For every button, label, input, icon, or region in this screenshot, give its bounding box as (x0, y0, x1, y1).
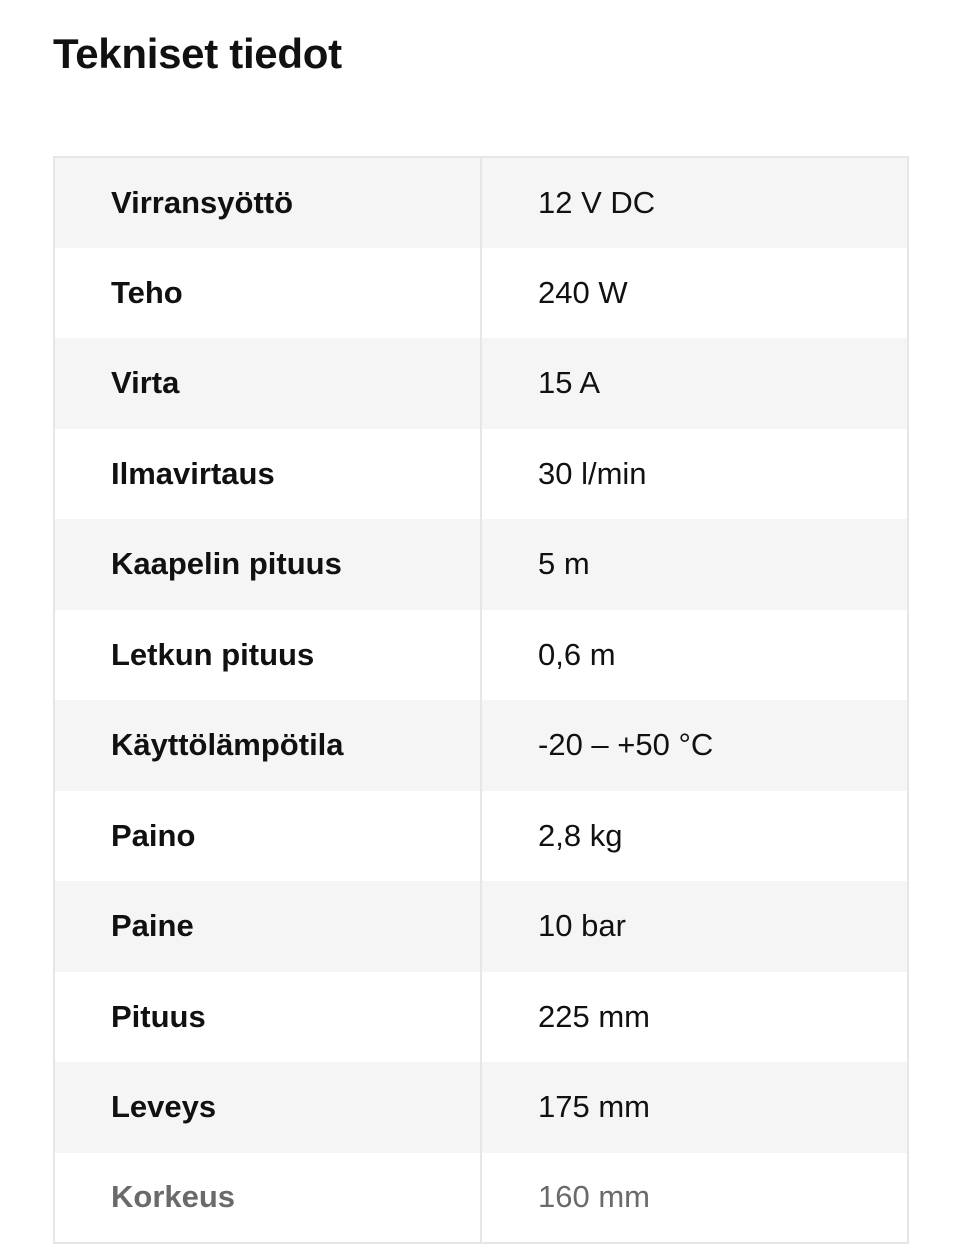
spec-row-paino (54, 791, 908, 882)
spec-value: 225 mm (538, 998, 650, 1034)
spec-value: 175 mm (538, 1089, 650, 1125)
spec-row-paine (54, 881, 908, 972)
spec-label: Letkun pituus (54, 610, 481, 701)
spec-row-kayttolampotila (54, 700, 908, 791)
spec-row-teho (54, 248, 908, 339)
page-title: Tekniset tiedot (53, 30, 342, 77)
spec-value: 5 m (538, 546, 590, 582)
spec-row-letkun-pituus (54, 610, 908, 701)
spec-row-kaapelin-pituus (54, 519, 908, 610)
spec-value: 12 V DC (538, 184, 656, 220)
spec-label: Paine (54, 881, 481, 972)
spec-label: Ilmavirtaus (54, 429, 481, 520)
spec-value: 15 A (538, 365, 601, 401)
spec-row-virransyotto (54, 157, 908, 248)
spec-value: 160 mm (538, 1179, 650, 1215)
spec-label: Virta (54, 338, 481, 429)
spec-label: Pituus (54, 972, 481, 1063)
spec-value: 0,6 m (538, 636, 616, 672)
spec-row-pituus (54, 972, 908, 1063)
spec-label: Teho (54, 248, 481, 339)
spec-value: 240 W (538, 274, 628, 310)
spec-label: Paino (54, 791, 481, 882)
spec-label: Leveys (54, 1062, 481, 1153)
spec-value: 2,8 kg (538, 817, 623, 853)
spec-row-virta (54, 338, 908, 429)
spec-value: -20 – +50 °C (538, 727, 714, 763)
spec-label: Korkeus (54, 1153, 481, 1244)
spec-row-ilmavirtaus (54, 429, 908, 520)
spec-label: Käyttölämpötila (54, 700, 481, 791)
spec-row-leveys (54, 1062, 908, 1153)
spec-value: 10 bar (538, 908, 626, 944)
spec-row-korkeus (54, 1153, 908, 1244)
spec-label: Kaapelin pituus (54, 519, 481, 610)
spec-value: 30 l/min (538, 455, 647, 491)
spec-label: Virransyöttö (54, 157, 481, 248)
spec-table (53, 156, 909, 1244)
